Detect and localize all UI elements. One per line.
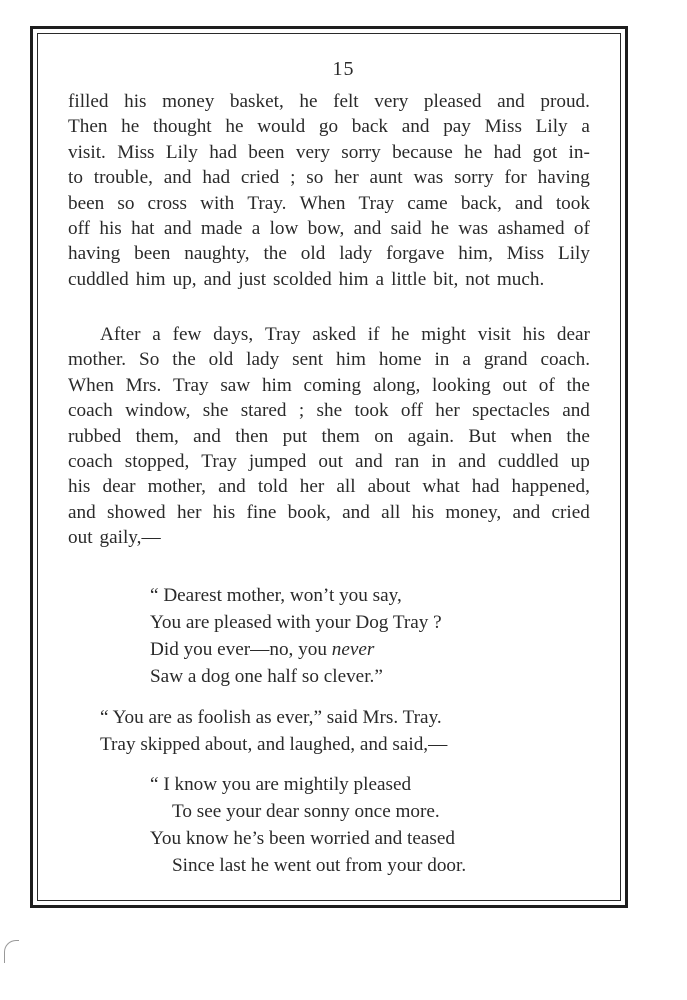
word: all — [381, 501, 401, 523]
text-line — [68, 474, 590, 499]
word: lady — [246, 349, 280, 371]
word: money, — [445, 501, 502, 523]
corner-mark — [4, 940, 19, 963]
verse-2-line-2: To see your dear sonny once more. — [172, 801, 440, 822]
word: basket, — [229, 91, 284, 112]
word: old — [208, 349, 234, 371]
word: out — [318, 450, 343, 472]
verse-1-line-3 — [150, 637, 374, 663]
word: his — [99, 217, 122, 239]
word: his — [68, 476, 91, 498]
word: dear — [556, 324, 590, 345]
word: so — [117, 192, 135, 214]
word: book, — [287, 501, 331, 523]
word: proud. — [540, 91, 590, 112]
word: Miss — [117, 141, 155, 163]
word: few — [172, 324, 202, 345]
text-line — [68, 165, 590, 190]
word: low — [269, 217, 299, 239]
word: When — [299, 192, 346, 214]
word: about — [367, 476, 411, 498]
word: him — [261, 374, 292, 396]
word: lady — [339, 243, 373, 265]
word: hat — [131, 217, 155, 239]
word: back — [351, 116, 389, 138]
word: bit, — [433, 268, 459, 290]
word: visit. — [68, 141, 106, 163]
text-line — [68, 347, 590, 372]
word: was — [458, 217, 489, 239]
word: Lily — [557, 243, 590, 265]
word: a — [581, 116, 590, 138]
word: little — [391, 268, 427, 290]
word: asked — [312, 324, 356, 345]
word: a — [251, 217, 261, 239]
word: But — [468, 425, 497, 447]
word: a — [375, 268, 385, 290]
word: cuddled — [497, 450, 559, 472]
word: on — [374, 425, 394, 447]
word: Lily — [535, 116, 568, 138]
word: was — [413, 167, 444, 189]
word: aunt — [369, 167, 403, 189]
word: would — [257, 116, 306, 138]
word: and — [353, 217, 382, 239]
word: she — [202, 400, 229, 422]
word: for — [504, 167, 527, 189]
word: very — [374, 91, 409, 112]
word: he — [299, 91, 318, 112]
word: showed — [107, 501, 166, 523]
word: his — [212, 501, 236, 523]
text-line — [68, 140, 590, 165]
word: she — [316, 400, 343, 422]
word: of — [573, 217, 590, 239]
text-line — [68, 322, 590, 347]
word: told — [257, 476, 288, 498]
word: her — [334, 167, 359, 189]
word: rubbed — [68, 425, 122, 447]
text-line — [68, 424, 590, 449]
text-line — [68, 525, 590, 550]
word: After — [100, 324, 141, 345]
word: in- — [568, 141, 590, 163]
word: the — [263, 243, 287, 265]
word: Tray. — [247, 192, 287, 214]
word: So — [139, 349, 160, 371]
word: off — [68, 217, 91, 239]
word: mother, — [147, 476, 206, 498]
word: Miss — [484, 116, 522, 138]
word: back, — [460, 192, 502, 214]
word: might — [421, 324, 466, 345]
word: took — [555, 192, 590, 214]
word: coach — [68, 450, 113, 472]
word: got — [532, 141, 558, 163]
word: and — [342, 501, 370, 523]
word: days, — [213, 324, 254, 345]
word: fine — [246, 501, 277, 523]
word: Tray — [173, 374, 209, 396]
word: them, — [135, 425, 179, 447]
word: dear — [102, 476, 136, 498]
verse-1-line-4: Saw a dog one half so clever.” — [150, 666, 383, 687]
word: and — [68, 501, 96, 523]
word: Tray — [358, 192, 395, 214]
word: having — [537, 167, 590, 189]
word: been — [248, 141, 285, 163]
paragraph-2 — [68, 322, 590, 551]
verse-1-line-1: “ Dearest mother, won’t you say, — [150, 585, 402, 606]
word: he — [430, 217, 449, 239]
word: the — [566, 374, 590, 396]
word: money — [162, 91, 215, 112]
word: his — [124, 91, 147, 112]
word: Miss — [506, 243, 545, 265]
word: trouble, — [93, 167, 153, 189]
word: When — [68, 374, 114, 396]
word: window, — [125, 400, 191, 422]
word: sent — [292, 349, 324, 371]
word: took — [354, 400, 389, 422]
paragraph-1 — [68, 89, 590, 292]
word: out — [502, 374, 527, 396]
word: of — [538, 374, 555, 396]
word: not — [465, 268, 490, 290]
word: happened, — [511, 476, 590, 498]
text-line — [68, 398, 590, 423]
word: mother. — [68, 349, 127, 371]
word: much. — [496, 268, 545, 290]
word: cried — [551, 501, 590, 523]
word: him — [338, 268, 369, 290]
word: when — [510, 425, 553, 447]
word: looking — [432, 374, 491, 396]
narration-line: Tray skipped about, and laughed, and said,— — [100, 734, 448, 755]
word: bow, — [307, 217, 345, 239]
word: spectacles — [472, 400, 550, 422]
verse-1-line-2: You are pleased with your Dog Tray ? — [150, 612, 442, 633]
verse-2-line-3: You know he’s been worried and teased — [150, 828, 455, 849]
word: a — [152, 324, 161, 345]
text-line — [68, 241, 590, 266]
word: and — [354, 450, 383, 472]
word: said — [390, 217, 422, 239]
word: her — [435, 400, 460, 422]
word: he — [225, 116, 244, 138]
word: put — [282, 425, 308, 447]
word: sorry — [341, 141, 381, 163]
word: them — [321, 425, 360, 447]
verse-2-line-4: Since last he went out from your door. — [172, 855, 467, 876]
text-line — [68, 373, 590, 398]
word: her — [176, 501, 202, 523]
word: and — [193, 425, 221, 447]
word: up — [570, 450, 590, 472]
text-line — [68, 89, 590, 114]
word: then — [235, 425, 269, 447]
text-line — [68, 191, 590, 216]
word: again. — [407, 425, 455, 447]
verse-1-line-3-text: Did you ever—no, you — [150, 639, 332, 660]
word: jumped — [248, 450, 307, 472]
word: forgave — [386, 243, 445, 265]
word: his — [411, 501, 435, 523]
word: ran — [394, 450, 420, 472]
word: made — [200, 217, 243, 239]
word: all — [336, 476, 356, 498]
word: and — [163, 217, 192, 239]
word: had — [493, 141, 522, 163]
word: just — [238, 268, 267, 290]
word: had — [202, 167, 231, 189]
word: had — [471, 476, 500, 498]
word: with — [200, 192, 235, 214]
word: and — [458, 450, 486, 472]
word: gaily,— — [99, 527, 161, 549]
word: and — [497, 91, 525, 112]
word: and — [163, 167, 192, 189]
word: he — [121, 116, 140, 138]
word: off — [400, 400, 423, 422]
word: along, — [372, 374, 421, 396]
word: ; — [298, 400, 305, 422]
word: Then — [68, 116, 108, 138]
word: him — [336, 349, 366, 371]
word: and — [203, 268, 232, 290]
word: been — [134, 243, 171, 265]
word: felt — [333, 91, 359, 112]
word: up, — [172, 268, 197, 290]
word: pleased — [423, 91, 482, 112]
word: cried — [240, 167, 280, 189]
word: sorry — [454, 167, 494, 189]
word: Tray — [201, 450, 237, 472]
text-line — [68, 500, 590, 525]
word: old — [300, 243, 326, 265]
word: and — [512, 501, 541, 523]
word: coach. — [540, 349, 590, 371]
word: had — [209, 141, 237, 163]
word: ; — [290, 167, 296, 189]
word: stared — [240, 400, 287, 422]
word: and — [562, 400, 590, 422]
verse-1-emphasis-never: never — [331, 639, 375, 660]
word: and — [401, 116, 430, 138]
word: out — [68, 527, 93, 549]
word: him, — [458, 243, 493, 265]
word: been — [68, 192, 105, 214]
text-line — [68, 267, 590, 292]
word: pay — [443, 116, 471, 138]
text-line — [68, 449, 590, 474]
word: in — [431, 450, 447, 472]
word: home — [378, 349, 422, 371]
word: filled — [68, 91, 109, 112]
text-line — [68, 216, 590, 241]
verse-2-line-1: “ I know you are mightily pleased — [150, 774, 412, 795]
word: came — [407, 192, 448, 214]
word: the — [172, 349, 196, 371]
word: coach — [68, 400, 113, 422]
reply-line: “ You are as foolish as ever,” said Mrs. Tray. — [100, 707, 442, 728]
word: so — [306, 167, 324, 189]
word: his — [522, 324, 546, 345]
word: and — [218, 476, 246, 498]
word: cuddled — [68, 268, 129, 290]
word: thought — [153, 116, 212, 138]
word: saw — [220, 374, 251, 396]
word: to — [68, 167, 83, 189]
word: a — [462, 349, 471, 371]
text-line — [68, 114, 590, 139]
word: scolded — [273, 268, 332, 290]
word: naughty, — [184, 243, 250, 265]
word: Lily — [165, 141, 198, 163]
word: stopped, — [124, 450, 190, 472]
word: he — [464, 141, 483, 163]
word: because — [392, 141, 453, 163]
word: if — [367, 324, 380, 345]
word: having — [68, 243, 121, 265]
word: ashamed — [497, 217, 565, 239]
word: coming — [303, 374, 362, 396]
word: Mrs. — [125, 374, 162, 396]
word: visit — [477, 324, 511, 345]
word: grand — [483, 349, 528, 371]
word: her — [299, 476, 325, 498]
page-number: 15 — [332, 58, 355, 80]
word: and — [514, 192, 543, 214]
word: go — [318, 116, 339, 138]
word: what — [422, 476, 460, 498]
word: Tray — [264, 324, 301, 345]
word: cross — [147, 192, 187, 214]
word: him — [135, 268, 166, 290]
word: he — [391, 324, 410, 345]
word: the — [566, 425, 590, 447]
word: in — [434, 349, 450, 371]
word: very — [295, 141, 330, 163]
